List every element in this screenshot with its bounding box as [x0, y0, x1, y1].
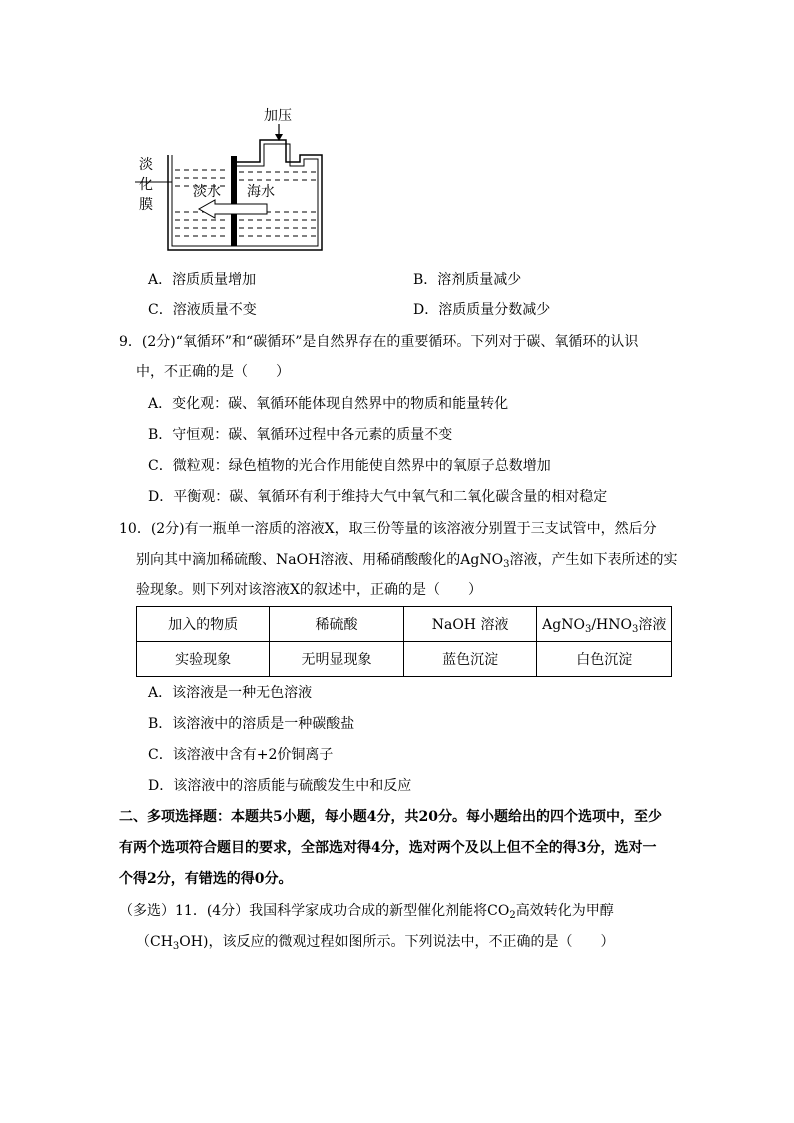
section2-line3: 个得2分，有错选的得0分。	[119, 871, 293, 887]
q10-stem-line2-a: 别向其中滴加稀硫酸、NaOH溶液、用稀硝酸酸化的AgNO	[136, 552, 504, 568]
q10-stem-line1: 10．(2分)有一瓶单一溶质的溶液X，取三份等量的该溶液分别置于三支试管中，然后分	[119, 521, 657, 537]
reagent-sub1: 3	[584, 623, 592, 635]
q11-line1-b: 高效转化为甲醇	[515, 903, 614, 919]
q9-stem-line1: 9．(2分)“氧循环”和“碳循环”是自然界存在的重要循环。下列对于碳、氧循环的认识	[119, 334, 639, 350]
sea-water-label: 海水	[247, 184, 275, 200]
section2-line2: 有两个选项符合题目的要求，全部选对得4分，选对两个及以上但不全的得3分，选对一	[119, 840, 657, 856]
q9-option-b: B．守恒观：碳、氧循环过程中各元素的质量不变	[148, 427, 453, 443]
q9-option-a: A．变化观：碳、氧循环能体现自然界中的物质和能量转化	[148, 396, 509, 412]
q9-option-d: D．平衡观：碳、氧循环有利于维持大气中氧气和二氧化碳含量的相对稳定	[148, 489, 608, 505]
q10-stem-line3: 验现象。则下列对该溶液X的叙述中，正确的是（ ）	[136, 582, 482, 598]
q8-option-c: C．溶液质量不变	[148, 302, 257, 318]
table-cell	[537, 607, 672, 642]
q10-option-c: C．该溶液中含有+2价铜离子	[148, 747, 334, 763]
table-cell: 加入的物质	[137, 607, 270, 642]
q9-stem-line2: 中，不正确的是（ ）	[136, 364, 290, 380]
q10-option-d: D．该溶液中的溶质能与硫酸发生中和反应	[148, 778, 412, 794]
q11-line2-b: OH)，该反应的微观过程如图所示。下列说法中，不正确的是（ ）	[179, 934, 615, 950]
fresh-water-label: 淡水	[193, 184, 221, 200]
desalination-diagram	[135, 100, 335, 255]
q11-line2	[136, 932, 614, 957]
q10-option-b: B．该溶液中的溶质是一种碳酸盐	[148, 716, 355, 732]
table-cell: 白色沉淀	[537, 642, 672, 677]
table-row	[137, 607, 672, 642]
q8-option-a: A．溶质质量增加	[148, 272, 257, 288]
section2-line1: 二、多项选择题：本题共5小题，每小题4分，共20分。每小题给出的四个选项中，至少	[119, 809, 662, 825]
q11-line1-sub: 2	[509, 910, 516, 921]
q10-stem-line2	[136, 550, 677, 575]
q10-table	[136, 606, 672, 677]
q8-option-b: B．溶剂质量减少	[413, 272, 522, 288]
q11-line2-sub: 3	[172, 941, 180, 952]
q8-option-d: D．溶质质量分数减少	[413, 302, 551, 318]
table-cell: 蓝色沉淀	[403, 642, 537, 677]
table-cell: NaOH 溶液	[403, 607, 537, 642]
table-cell: 稀硫酸	[270, 607, 403, 642]
q10-stem-line2-sub: 3	[503, 559, 510, 570]
membrane	[231, 156, 237, 246]
membrane-char-1: 淡	[139, 157, 153, 173]
reagent-sub2: 3	[631, 623, 639, 635]
q11-line1-a: （多选）11．(4分）我国科学家成功合成的新型催化剂能将CO	[119, 903, 510, 919]
membrane-char-3: 膜	[139, 197, 153, 213]
fresh-water-dashes	[175, 170, 229, 236]
table-cell: 实验现象	[137, 642, 270, 677]
q11-line1	[119, 901, 614, 926]
reagent-a: AgNO	[542, 616, 585, 633]
container-outline	[168, 140, 322, 250]
table-row	[137, 642, 672, 677]
membrane-label	[139, 155, 155, 215]
q10-stem-line2-b: 溶液，产生如下表所述的实	[509, 552, 678, 568]
reagent-c: 溶液	[638, 616, 667, 633]
q11-line2-a: （CH	[136, 934, 173, 950]
q10-option-a: A．该溶液是一种无色溶液	[148, 685, 313, 701]
membrane-char-2: 化	[139, 177, 153, 193]
table-cell: 无明显现象	[270, 642, 403, 677]
reagent-b: /HNO	[591, 616, 632, 633]
pressure-label: 加压	[264, 108, 292, 124]
q9-option-c: C．微粒观：绿色植物的光合作用能使自然界中的氧原子总数增加	[148, 458, 551, 474]
